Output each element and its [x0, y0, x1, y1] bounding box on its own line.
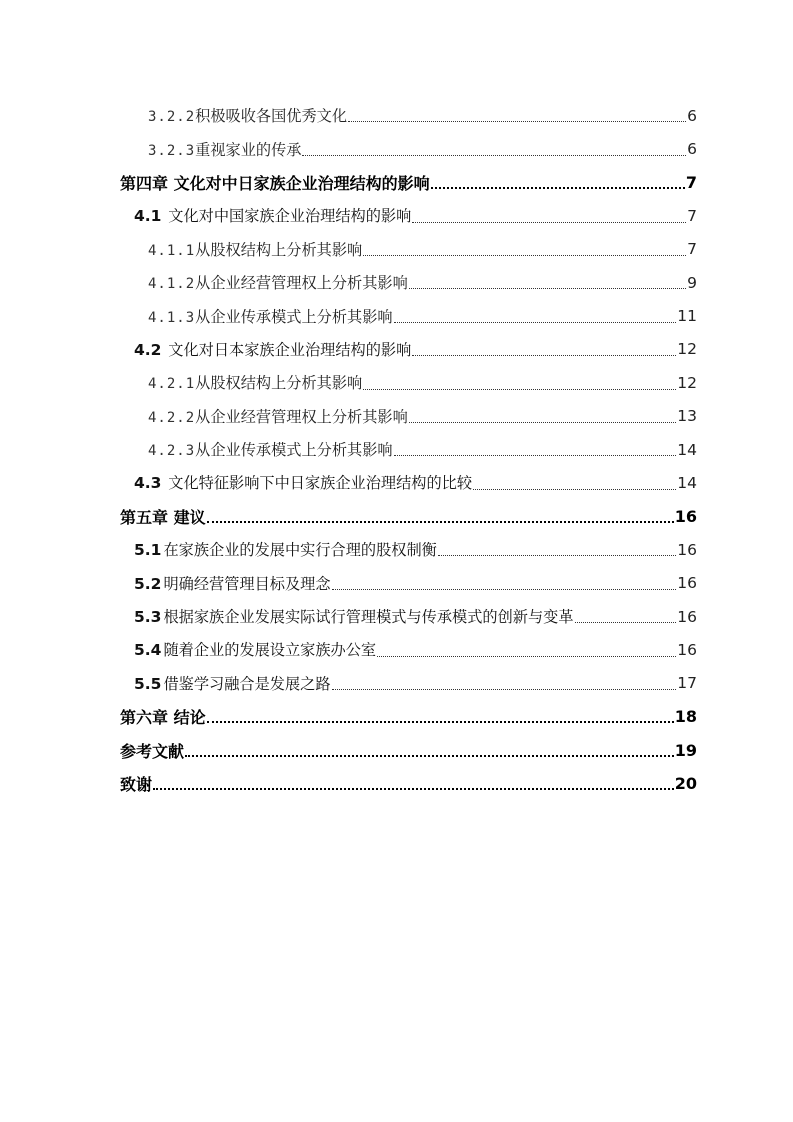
toc-entry-label	[134, 606, 574, 627]
toc-page-number: 7	[687, 206, 697, 225]
toc-subsection-entry[interactable]	[0, 233, 793, 266]
toc-chapter-entry[interactable]	[0, 500, 793, 533]
toc-entry-title: 重视家业的传承	[195, 140, 302, 159]
toc-entry-title: 从股权结构上分析其影响	[195, 240, 363, 259]
toc-entry-title: 文化对日本家族企业治理结构的影响	[163, 340, 412, 359]
toc-entry-label	[148, 272, 408, 293]
toc-dot-leader	[575, 621, 677, 623]
toc-subsection-entry[interactable]	[0, 366, 793, 399]
toc-entry-label	[148, 306, 393, 327]
toc-page-number: 11	[677, 307, 697, 326]
toc-subsection-entry[interactable]	[0, 299, 793, 332]
toc-page-number: 18	[674, 707, 697, 727]
toc-chapter-entry[interactable]	[0, 700, 793, 733]
toc-entry-number: 5.2	[134, 574, 162, 593]
toc-dot-leader	[412, 221, 686, 223]
toc-entry-title: 从企业经营管理权上分析其影响	[195, 407, 408, 426]
toc-dot-leader	[332, 588, 677, 590]
toc-dot-leader	[394, 321, 677, 323]
toc-entry-title: 文化特征影响下中日家族企业治理结构的比较	[163, 474, 473, 493]
toc-entry-label	[134, 673, 331, 694]
toc-page-number: 7	[687, 240, 697, 259]
toc-entry-label	[134, 639, 376, 660]
toc-entry-label	[134, 539, 437, 560]
toc-dot-leader	[438, 554, 676, 556]
toc-page-number: 16	[677, 574, 697, 593]
toc-entry-title: 从股权结构上分析其影响	[195, 374, 363, 393]
toc-dot-leader	[363, 254, 686, 256]
toc-entry-title: 积极吸收各国优秀文化	[195, 107, 348, 126]
toc-entry-number: 5.5	[134, 674, 162, 693]
toc-entry-label	[134, 205, 411, 226]
toc-dot-leader	[412, 354, 676, 356]
toc-entry-label	[148, 105, 347, 126]
toc-subsection-entry[interactable]	[0, 433, 793, 466]
toc-page-number: 16	[674, 506, 697, 526]
toc-page-number: 19	[674, 740, 697, 760]
toc-dot-leader	[332, 688, 677, 690]
toc-entry-number: 4.3	[134, 474, 162, 493]
toc-entry-title: 第四章 文化对中日家族企业治理结构的影响	[120, 173, 430, 193]
toc-entry-number: 4.1.1	[148, 242, 196, 259]
toc-entry-number: 4.2.2	[148, 409, 196, 426]
toc-dot-leader	[302, 154, 686, 156]
toc-entry-title: 从企业传承模式上分析其影响	[195, 307, 393, 326]
toc-dot-leader	[363, 388, 676, 390]
toc-entry-title: 第五章 建议	[120, 507, 206, 527]
toc-entry-title: 第六章 结论	[120, 708, 206, 728]
toc-entry-title: 借鉴学习融合是发展之路	[163, 674, 331, 693]
toc-entry-number: 4.2.3	[148, 443, 196, 460]
toc-page-number: 13	[677, 407, 697, 426]
toc-section-entry[interactable]	[0, 199, 793, 232]
toc-subsection-entry[interactable]	[0, 99, 793, 132]
toc-page-number: 12	[677, 340, 697, 359]
toc-entry-label	[120, 705, 206, 728]
toc-subsection-entry[interactable]	[0, 400, 793, 433]
toc-entry-number: 4.1.2	[148, 276, 196, 293]
toc-entry-title: 根据家族企业发展实际试行管理模式与传承模式的创新与变革	[163, 608, 574, 627]
toc-entry-number: 5.4	[134, 641, 162, 660]
toc-list	[0, 99, 793, 800]
toc-entry-label	[134, 339, 411, 360]
toc-entry-title: 参考文献	[120, 741, 185, 761]
toc-entry-label	[120, 171, 430, 194]
toc-entry-label	[134, 573, 331, 594]
toc-entry-number: 4.2	[134, 340, 162, 359]
toc-subsection-entry[interactable]	[0, 132, 793, 165]
toc-chapter-entry[interactable]	[0, 733, 793, 766]
toc-dot-leader	[473, 488, 676, 490]
toc-entry-title: 明确经营管理目标及理念	[163, 574, 331, 593]
toc-dot-leader	[185, 754, 674, 757]
toc-entry-title: 在家族企业的发展中实行合理的股权制衡	[163, 541, 437, 560]
toc-entry-label	[120, 772, 152, 795]
toc-page-number: 16	[677, 607, 697, 626]
toc-dot-leader	[394, 454, 677, 456]
toc-entry-label	[148, 239, 362, 260]
toc-entry-label	[120, 739, 184, 762]
toc-entry-label	[134, 472, 472, 493]
toc-entry-label	[148, 372, 362, 393]
toc-page-number: 9	[687, 273, 697, 292]
toc-entry-number: 4.2.1	[148, 376, 196, 393]
toc-section-entry[interactable]	[0, 600, 793, 633]
toc-section-entry[interactable]	[0, 466, 793, 499]
toc-dot-leader	[409, 287, 686, 289]
toc-dot-leader	[377, 655, 676, 657]
toc-entry-label	[148, 139, 301, 160]
toc-section-entry[interactable]	[0, 533, 793, 566]
toc-page-number: 6	[687, 140, 697, 159]
toc-entry-title: 文化对中国家族企业治理结构的影响	[163, 207, 412, 226]
toc-dot-leader	[153, 787, 674, 790]
toc-page-number: 12	[677, 373, 697, 392]
toc-section-entry[interactable]	[0, 333, 793, 366]
toc-entry-number: 4.1	[134, 207, 162, 226]
toc-entry-title: 致谢	[120, 775, 153, 794]
toc-entry-number: 3.2.2	[148, 109, 196, 126]
toc-page-number: 16	[677, 640, 697, 659]
toc-entry-label	[148, 439, 393, 460]
toc-dot-leader	[431, 186, 685, 189]
toc-subsection-entry[interactable]	[0, 266, 793, 299]
toc-page-number: 16	[677, 540, 697, 559]
toc-entry-number: 5.3	[134, 608, 162, 627]
toc-page-number: 7	[685, 172, 697, 192]
toc-page-number: 14	[677, 440, 697, 459]
toc-entry-label	[148, 406, 408, 427]
toc-dot-leader	[207, 520, 674, 523]
toc-page-number: 20	[674, 774, 697, 793]
toc-dot-leader	[409, 421, 676, 423]
toc-entry-title: 从企业经营管理权上分析其影响	[195, 274, 408, 293]
toc-entry-title: 从企业传承模式上分析其影响	[195, 441, 393, 460]
toc-page-number: 17	[677, 674, 697, 693]
toc-dot-leader	[348, 120, 686, 122]
toc-entry-number: 5.1	[134, 541, 162, 560]
toc-section-entry[interactable]	[0, 566, 793, 599]
toc-entry-number: 3.2.3	[148, 142, 196, 159]
toc-page-number: 6	[687, 106, 697, 125]
toc-page-number: 14	[677, 473, 697, 492]
toc-entry-title: 随着企业的发展设立家族办公室	[163, 641, 377, 660]
toc-entry-number: 4.1.3	[148, 309, 196, 326]
toc-entry-label	[120, 505, 206, 528]
toc-section-entry[interactable]	[0, 633, 793, 666]
table-of-contents	[0, 99, 793, 800]
toc-chapter-entry[interactable]	[0, 166, 793, 199]
toc-section-entry[interactable]	[0, 667, 793, 700]
toc-dot-leader	[207, 720, 674, 723]
toc-chapter-entry[interactable]	[0, 767, 793, 800]
